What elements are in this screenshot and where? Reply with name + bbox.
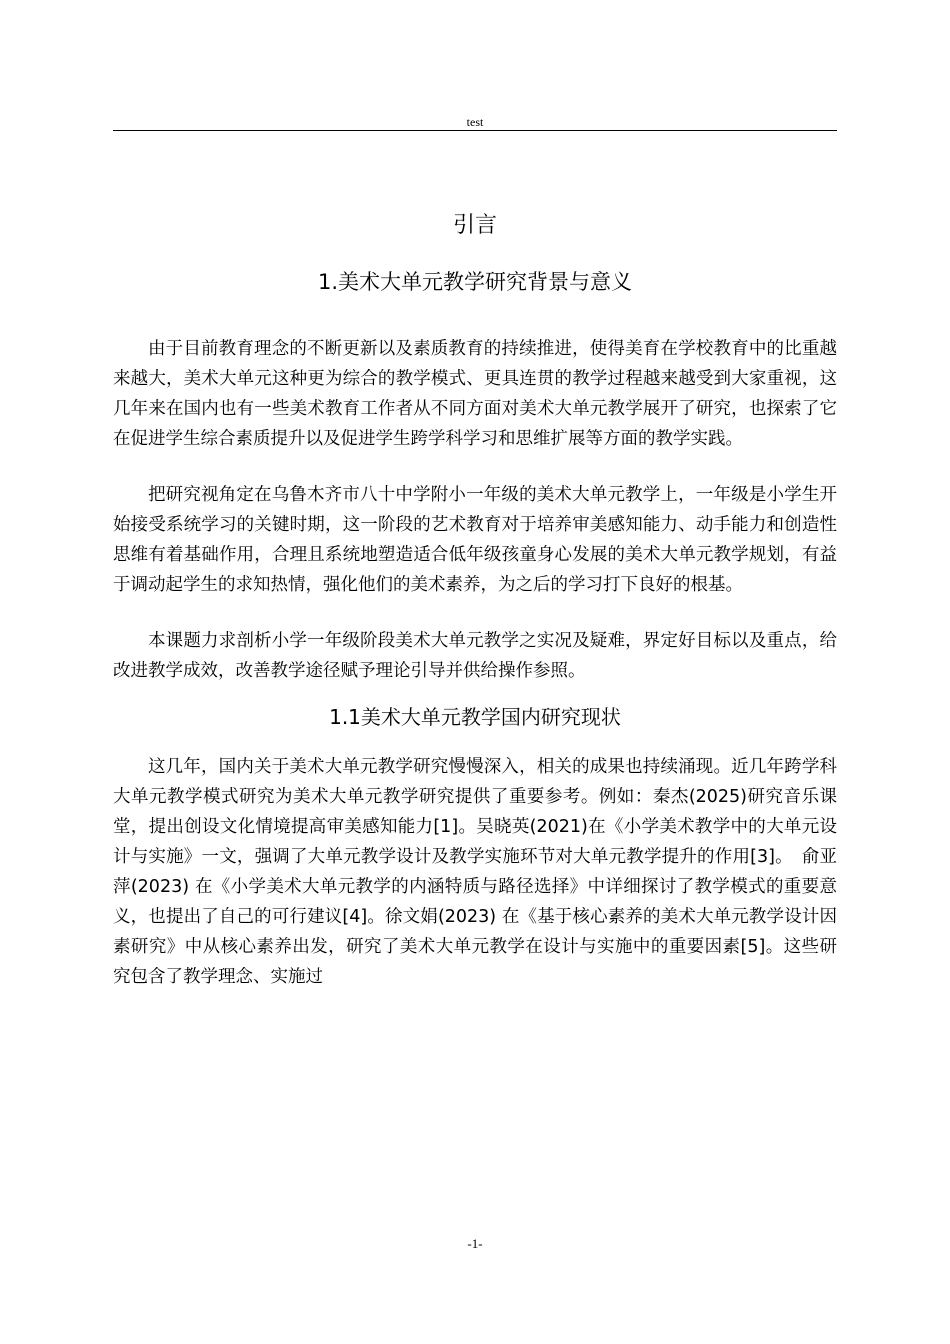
section-subtitle: 1.美术大单元教学研究背景与意义 (317, 270, 633, 294)
body-paragraph: 这几年，国内关于美术大单元教学研究慢慢深入，相关的成果也持续涌现。近几年跨学科大单元教学模式研究为美术大单元教学研究提供了重要参考。例如：秦杰(2025)研究音乐课堂，提出创设文化情境提高审美感知能力[1]。吴晓英(2021)在《小学美术教学中的大单元设计与实施》一文，强调了大单元教学设计及教学实施环节对大单元教学提升的作用[3]。 俞亚萍(2023) 在《小学美术大单元教学的内涵特质与路径选择》中详细探讨了教学模式的重要意义，也提出了自己的可行建议[4]。徐文娟(2023) 在《基于核心素养的美术大单元教学设计因素研究》中从核心素养出发，研究了美术大单元教学在设计与实施中的重要因素[5]。这些研究包含了教学理念、实施过 (113, 757, 837, 987)
page-number: -1- (467, 1236, 483, 1251)
section-title: 引言 (452, 213, 497, 238)
subsection-title: 1.1美术大单元教学国内研究现状 (329, 705, 621, 729)
page-header-text: test (466, 115, 484, 129)
body-paragraph: 把研究视角定在乌鲁木齐市八十中学附小一年级的美术大单元教学上，一年级是小学生开始接受系统学习的关键时期，这一阶段的艺术教育对于培养审美感知能力、动手能力和创造性思维有着基础作用，合理且系统地塑造适合低年级孩童身心发展的美术大单元教学规划，有益于调动起学生的求知热情，强化他们的美术素养，为之后的学习打下良好的根基。 (113, 485, 837, 595)
body-paragraph: 本课题力求剖析小学一年级阶段美术大单元教学之实况及疑难，界定好目标以及重点，给改进教学成效，改善教学途径赋予理论引导并供给操作参照。 (113, 631, 837, 681)
header-divider (113, 130, 837, 131)
body-paragraph: 由于目前教育理念的不断更新以及素质教育的持续推进，使得美育在学校教育中的比重越来越大，美术大单元这种更为综合的教学模式、更具连贯的教学过程越来越受到大家重视，这几年来在国内也有一些美术教育工作者从不同方面对美术大单元教学展开了研究，也探索了它在促进学生综合素质提升以及促进学生跨学科学习和思维扩展等方面的教学实践。 (113, 339, 837, 449)
document-body (113, 206, 837, 992)
